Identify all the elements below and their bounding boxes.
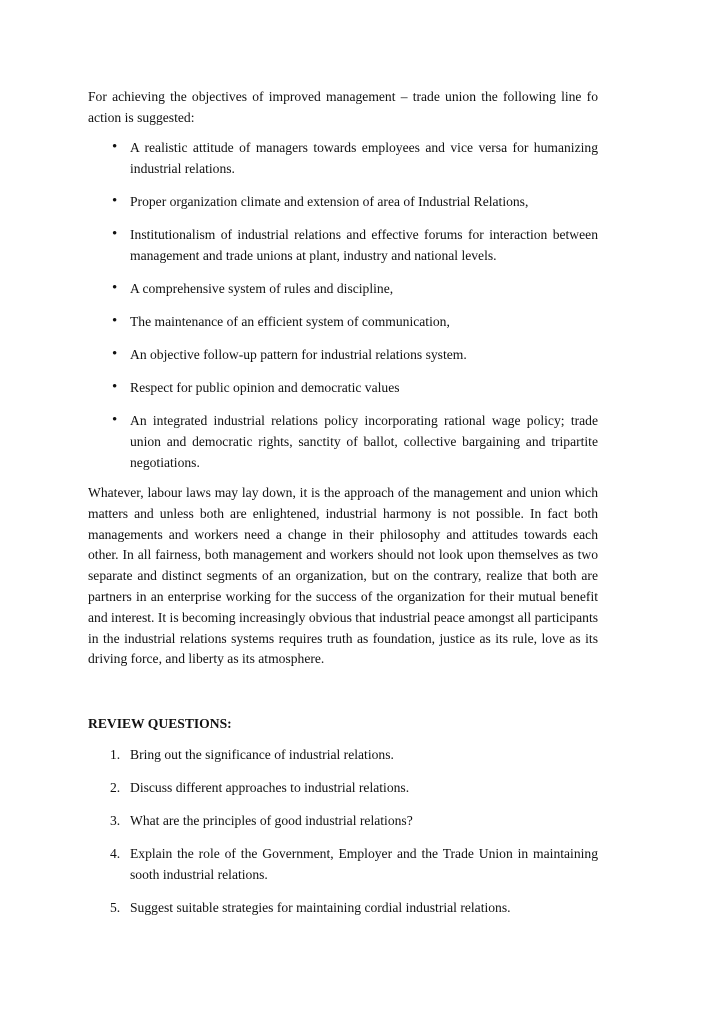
intro-paragraph: For achieving the objectives of improved management – trade union the following line fo action is suggested: — [88, 89, 598, 125]
question-item — [88, 777, 598, 798]
list-item — [88, 137, 598, 179]
review-question-list — [88, 744, 598, 918]
list-item — [88, 377, 598, 398]
question-item — [88, 897, 598, 918]
list-item-text: An objective follow-up pattern for industrial relations system. — [130, 347, 467, 362]
bullet-icon: • — [112, 379, 118, 395]
list-item-text: Institutionalism of industrial relations and effective forums for interaction between management and trade unions at plant, industry and national levels. — [130, 227, 598, 263]
list-item — [88, 278, 598, 299]
question-item — [88, 843, 598, 885]
list-item — [88, 410, 598, 473]
list-item-text: The maintenance of an efficient system of communication, — [130, 314, 450, 329]
question-text: What are the principles of good industrial relations? — [130, 813, 413, 829]
list-item — [88, 224, 598, 266]
list-item — [88, 344, 598, 365]
question-text: Explain the role of the Government, Employer and the Trade Union in maintaining sooth industrial relations. — [130, 846, 598, 883]
question-number: 4. — [110, 846, 121, 862]
list-item-text: A comprehensive system of rules and discipline, — [130, 281, 394, 296]
bullet-icon: • — [112, 346, 118, 362]
question-number: 5. — [110, 900, 121, 916]
document-page — [88, 86, 598, 930]
list-item-text: A realistic attitude of managers towards employees and vice versa for humanizing industrial relations. — [130, 140, 598, 176]
suggestion-list — [88, 137, 598, 473]
list-item — [88, 311, 598, 332]
question-number: 1. — [110, 747, 121, 763]
bullet-icon: • — [112, 313, 118, 329]
bullet-icon: • — [112, 193, 118, 209]
question-number: 3. — [110, 813, 121, 829]
review-questions-heading: REVIEW QUESTIONS: — [88, 716, 232, 732]
bullet-icon: • — [112, 139, 118, 155]
bullet-icon: • — [112, 280, 118, 296]
question-text: Bring out the significance of industrial relations. — [130, 747, 394, 763]
closing-paragraph: Whatever, labour laws may lay down, it is the approach of the management and union which matters and unless both are enlightened, industrial harmony is not possible. In fact both managements and workers need a change in their philosophy and attitudes towards each other. In all fairness, both management and workers should not look upon themselves as two separate and distinct segments of an organization, but on the contrary, realize that both are partners in an enterprise working for the success of the organization for their mutual benefit and interest. It is becoming increasingly obvious that industrial peace amongst all participants in the industrial relations systems requires truth as foundation, justice as its rule, love as its driving force, and liberty as its atmosphere. — [88, 485, 599, 667]
question-item — [88, 810, 598, 831]
question-text: Discuss different approaches to industrial relations. — [130, 780, 410, 796]
list-item — [88, 191, 598, 212]
question-number: 2. — [110, 780, 121, 796]
list-item-text: Proper organization climate and extension of area of Industrial Relations, — [130, 194, 529, 209]
bullet-icon: • — [112, 226, 118, 242]
list-item-text: Respect for public opinion and democratic values — [130, 380, 400, 395]
question-item — [88, 744, 598, 765]
question-text: Suggest suitable strategies for maintaining cordial industrial relations. — [130, 900, 511, 916]
bullet-icon: • — [112, 412, 118, 428]
list-item-text: An integrated industrial relations policy incorporating rational wage policy; trade union and democratic rights, sanctity of ballot, collective bargaining and tripartite negotiations. — [130, 413, 598, 470]
